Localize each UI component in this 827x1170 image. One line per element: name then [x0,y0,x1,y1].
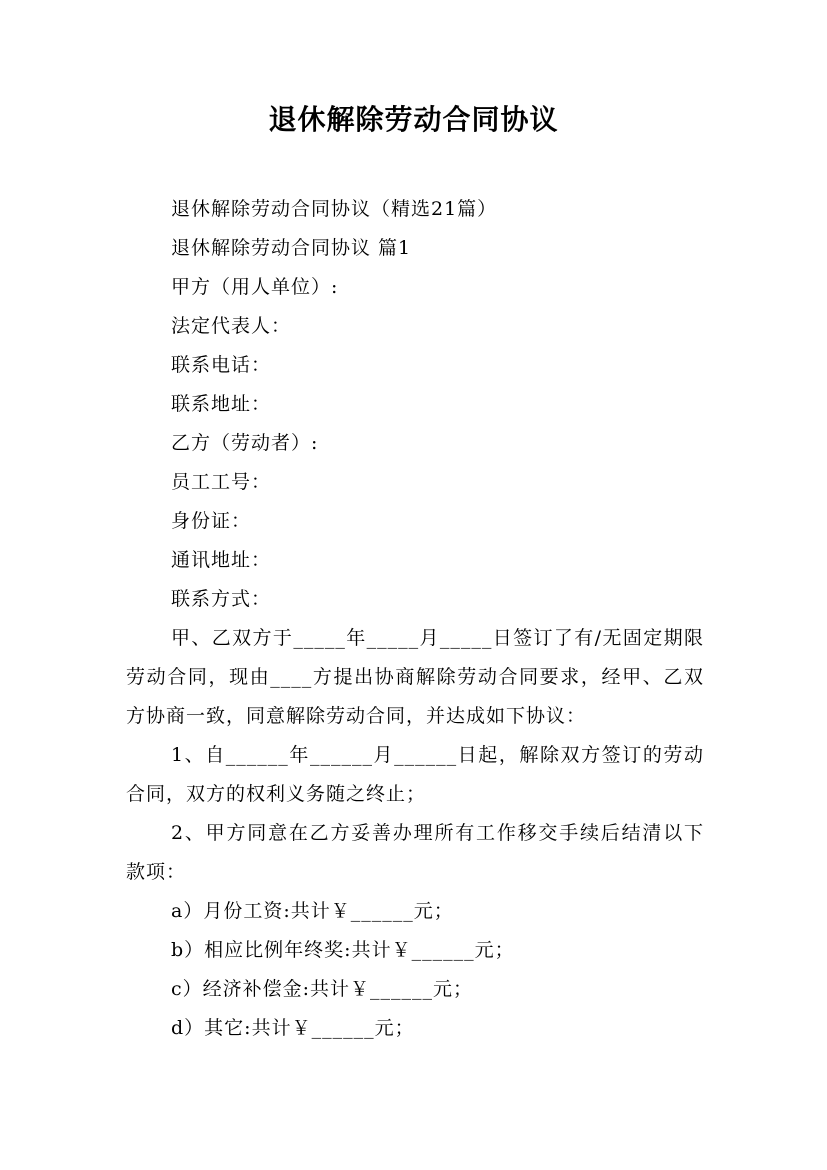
party-b-employee-id: 员工工号： [171,471,272,493]
party-b-id-card: 身份证： [171,510,252,532]
clause-1: 1、自______年______月______日起，解除双方签订的劳动合同，双方的权利义务随之终止； [126,744,704,805]
party-b-mail-address: 通讯地址： [171,549,272,571]
payment-item-a: a）月份工资:共计￥______元； [171,900,454,922]
intro-paragraph: 甲、乙双方于_____年_____月_____日签订了有/无固定期限劳动合同，现由____方提出协商解除劳动合同要求，经甲、乙双方协商一致，同意解除劳动合同，并达成如下协议： [126,627,704,727]
party-b-label: 乙方（劳动者）: [171,432,319,454]
party-a-label: 甲方（用人单位）: [171,276,339,298]
party-a-address: 联系地址： [171,393,272,415]
article-heading: 退休解除劳动合同协议 篇1 [171,237,412,259]
payment-item-c: c）经济补偿金:共计￥______元； [171,978,474,1000]
payment-item-d: d）其它:共计￥______元； [171,1017,415,1039]
document-title: 退休解除劳动合同协议 [268,103,559,136]
party-a-representative: 法定代表人： [171,315,292,337]
document-body [126,190,704,1048]
party-a-phone: 联系电话： [171,354,272,376]
subtitle: 退休解除劳动合同协议（精选21篇） [171,198,498,220]
payment-item-b: b）相应比例年终奖:共计￥______元； [171,939,515,961]
clause-2: 2、甲方同意在乙方妥善办理所有工作移交手续后结清以下款项： [126,822,704,883]
party-b-contact: 联系方式： [171,588,272,610]
